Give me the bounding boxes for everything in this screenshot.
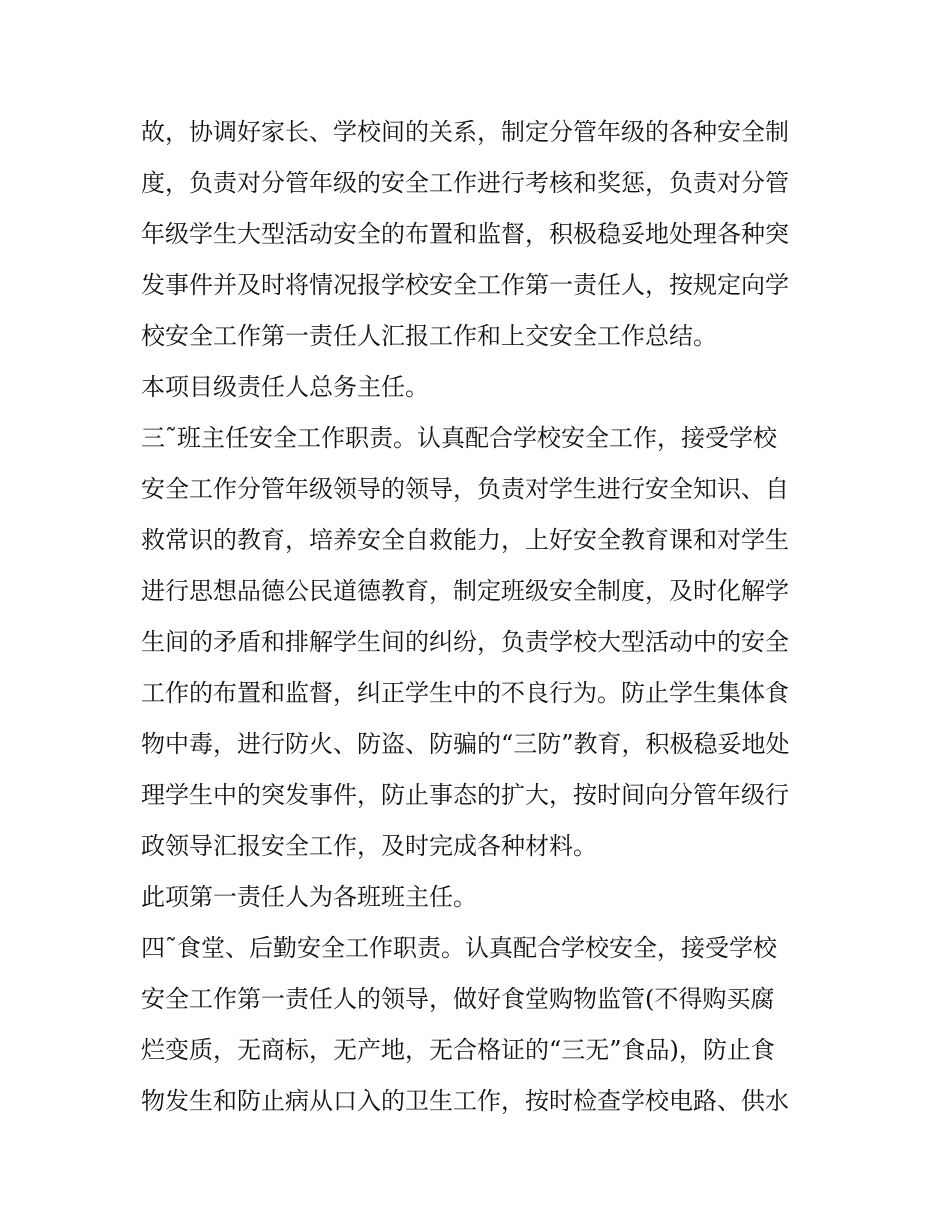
text-line-18: 安全工作第一责任人的领导，做好食堂购物监管(不得购买腐: [141, 985, 775, 1013]
text-line-3: 年级学生大型活动安全的布置和监督，积极稳妥地处理各种突: [141, 220, 789, 248]
text-line-20: 物发生和防止病从口入的卫生工作，按时检查学校电路、供水: [141, 1087, 789, 1115]
text-line-1: 故，协调好家长、学校间的关系，制定分管年级的各种安全制: [141, 118, 789, 146]
text-line-15: 政领导汇报安全工作，及时完成各种材料。: [141, 832, 597, 860]
text-line-5: 校安全工作第一责任人汇报工作和上交安全工作总结。: [141, 322, 717, 350]
text-line-6: 本项目级责任人总务主任。: [141, 373, 429, 401]
text-line-4: 发事件并及时将情况报学校安全工作第一责任人，按规定向学: [141, 271, 789, 299]
text-line-9: 救常识的教育，培养安全自救能力，上好安全教育课和对学生: [141, 526, 789, 554]
document-body: [141, 107, 813, 1127]
text-line-17: 四˜食堂、后勤安全工作职责。认真配合学校安全，接受学校: [141, 934, 777, 962]
text-line-10: 进行思想品德公民道德教育，制定班级安全制度，及时化解学: [141, 577, 789, 605]
text-line-8: 安全工作分管年级领导的领导，负责对学生进行安全知识、自: [141, 475, 789, 503]
text-line-13: 物中毒，进行防火、防盗、防骗的“三防”教育，积极稳妥地处: [141, 730, 790, 758]
text-line-11: 生间的矛盾和排解学生间的纠纷，负责学校大型活动中的安全: [141, 628, 789, 656]
text-line-7: 三˜班主任安全工作职责。认真配合学校安全工作，接受学校: [141, 424, 777, 452]
text-line-12: 工作的布置和监督，纠正学生中的不良行为。防止学生集体食: [141, 679, 789, 707]
text-line-2: 度，负责对分管年级的安全工作进行考核和奖惩，负责对分管: [141, 169, 789, 197]
text-line-19: 烂变质，无商标，无产地，无合格证的“三无”食品)，防止食: [141, 1036, 775, 1064]
text-line-14: 理学生中的突发事件，防止事态的扩大，按时间向分管年级行: [141, 781, 789, 809]
text-line-16: 此项第一责任人为各班班主任。: [141, 883, 477, 911]
